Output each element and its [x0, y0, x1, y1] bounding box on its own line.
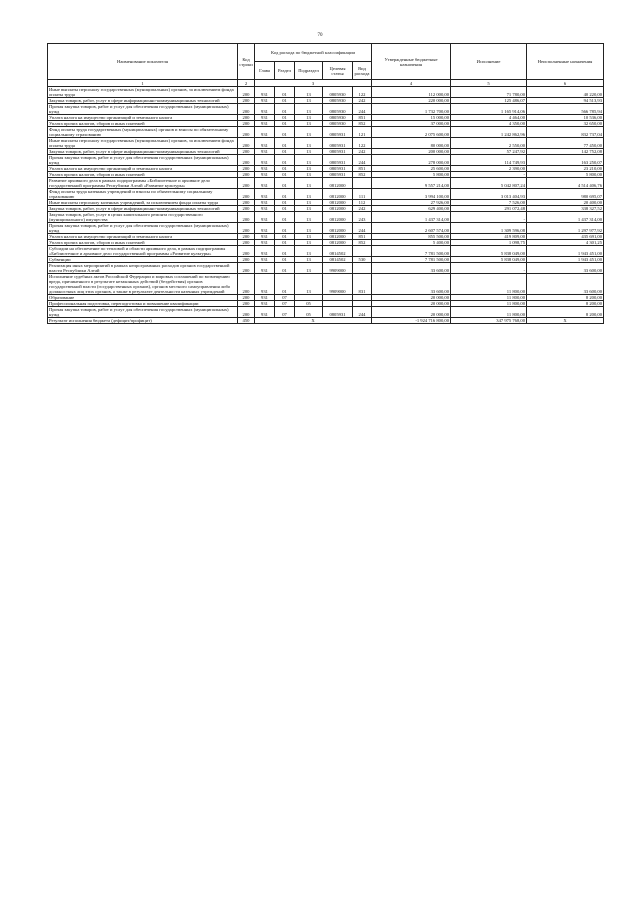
row-podrazdel: 13 — [295, 206, 323, 212]
result-approved: -1 924 716 800,00 — [372, 318, 451, 324]
row-target: 0812000 — [323, 206, 353, 212]
table-row — [48, 127, 604, 138]
row-podrazdel: 13 — [295, 149, 323, 155]
row-unexecuted: 32 650,00 — [527, 121, 604, 127]
row-exp-type: 242 — [353, 206, 372, 212]
row-exp-type — [353, 178, 372, 189]
row-name: Уплата прочих налогов, сборов и иных платежей — [48, 121, 238, 127]
row-name: Уплата прочих налогов, сборов и иных платежей — [48, 240, 238, 246]
row-glava: 931 — [255, 200, 275, 206]
row-target: 0805931 — [323, 127, 353, 138]
row-glava: 931 — [255, 121, 275, 127]
row-name: Субсидии на обеспечение по тепловой и области архивного дела, в рамках подпрограммы «Библиотечное и архивное дело государственной программы «Развитие культуры» — [48, 246, 238, 257]
row-target: 9909000 — [323, 274, 353, 295]
row-glava: 931 — [255, 263, 275, 274]
header-glava: Глава — [255, 62, 275, 80]
row-razdel: 01 — [275, 257, 295, 263]
row-approved: 25 600,00 — [372, 166, 451, 172]
row-executed: 1 165 914,06 — [451, 104, 527, 115]
row-unexecuted: 10 536,00 — [527, 115, 604, 121]
row-target: 0814502 — [323, 246, 353, 257]
column-number: 5 — [451, 80, 527, 87]
row-name: Закупка товаров, работ, услуг в сфере информационно-коммуникационных технологий — [48, 206, 238, 212]
row-target: 0812000 — [323, 234, 353, 240]
row-approved: 1 437 314,00 — [372, 212, 451, 223]
row-executed: 57 247,92 — [451, 149, 527, 155]
row-exp-type: 122 — [353, 87, 372, 98]
row-razdel: 01 — [275, 155, 295, 166]
row-razdel: 01 — [275, 166, 295, 172]
row-unexecuted: 8 200,00 — [527, 301, 604, 307]
row-target: 0805931 — [323, 155, 353, 166]
row-code: 200 — [238, 223, 255, 234]
row-code: 200 — [238, 178, 255, 189]
table-row — [48, 87, 604, 98]
row-target: 0805931 — [323, 149, 353, 155]
row-name: Реализация иных мероприятий в рамках непрограммных расходов органов государственной власти Республики Алтай — [48, 263, 238, 274]
header-line-code: Код строки — [238, 44, 255, 80]
row-executed: 125 486,07 — [451, 98, 527, 104]
row-exp-type: 851 — [353, 166, 372, 172]
row-target: 0812000 — [323, 178, 353, 189]
row-podrazdel: 13 — [295, 234, 323, 240]
row-executed: 5 838 049,00 — [451, 257, 527, 263]
row-glava: 931 — [255, 212, 275, 223]
row-podrazdel: 13 — [295, 189, 323, 200]
row-podrazdel: 13 — [295, 172, 323, 178]
row-target: 0805931 — [323, 307, 353, 318]
result-executed: 347 975 768,00 — [451, 318, 527, 324]
row-name: Образование — [48, 295, 238, 301]
column-number: 2 — [238, 80, 255, 87]
column-number: 3 — [255, 80, 372, 87]
row-unexecuted: 23 210,00 — [527, 166, 604, 172]
row-glava: 931 — [255, 178, 275, 189]
row-code: 200 — [238, 246, 255, 257]
row-razdel: 01 — [275, 234, 295, 240]
header-executed: Исполнение — [451, 44, 527, 80]
row-target: 0812000 — [323, 189, 353, 200]
row-glava: 931 — [255, 234, 275, 240]
row-approved: 33 600,00 — [372, 263, 451, 274]
row-exp-type: 831 — [353, 274, 372, 295]
result-code: 450 — [238, 318, 255, 324]
row-razdel: 01 — [275, 223, 295, 234]
row-exp-type: 852 — [353, 240, 372, 246]
row-podrazdel: 13 — [295, 104, 323, 115]
row-executed: - — [451, 263, 527, 274]
row-exp-type — [353, 263, 372, 274]
row-approved: 1 732 700,00 — [372, 104, 451, 115]
budget-execution-table — [47, 43, 604, 324]
row-code: 200 — [238, 212, 255, 223]
row-exp-type: 851 — [353, 234, 372, 240]
row-exp-type: 851 — [353, 115, 372, 121]
row-glava: 931 — [255, 166, 275, 172]
row-approved: 15 000,00 — [372, 115, 451, 121]
row-podrazdel: 13 — [295, 257, 323, 263]
row-name: Прочая закупка товаров, работ и услуг для обеспечения государственных (муниципальных) нужд — [48, 155, 238, 166]
row-code: 200 — [238, 301, 255, 307]
row-glava: 931 — [255, 307, 275, 318]
row-razdel: 07 — [275, 301, 295, 307]
row-glava: 931 — [255, 172, 275, 178]
row-unexecuted: 435 691,00 — [527, 234, 604, 240]
row-name: Уплата налога на имущество организаций и земельного налога — [48, 166, 238, 172]
row-approved: 9 557 214,00 — [372, 178, 451, 189]
row-podrazdel: 13 — [295, 263, 323, 274]
row-unexecuted: 33 600,00 — [527, 274, 604, 295]
row-code: 200 — [238, 274, 255, 295]
row-glava: 931 — [255, 257, 275, 263]
row-code: 200 — [238, 149, 255, 155]
row-exp-type: 852 — [353, 121, 372, 127]
row-razdel: 01 — [275, 263, 295, 274]
row-code: 200 — [238, 98, 255, 104]
row-unexecuted: 1 437 314,00 — [527, 212, 604, 223]
row-approved: 200 000,00 — [372, 149, 451, 155]
header-name: Наименование показателя — [48, 44, 238, 80]
row-podrazdel: 13 — [295, 246, 323, 257]
table-row — [48, 104, 604, 115]
header-unexecuted: Неисполненные назначения — [527, 44, 604, 80]
row-target: 0814502 — [323, 257, 353, 263]
row-approved: 5 800,00 — [372, 172, 451, 178]
table-body — [48, 87, 604, 318]
header-podrazdel: Подраздел — [295, 62, 323, 80]
row-approved: 7 781 500,00 — [372, 257, 451, 263]
table-row — [48, 263, 604, 274]
row-approved: 220 000,00 — [372, 98, 451, 104]
table-header — [48, 44, 604, 87]
row-unexecuted: 566 785,94 — [527, 104, 604, 115]
row-target: 0812000 — [323, 200, 353, 206]
row-unexecuted: 163 250,07 — [527, 155, 604, 166]
row-name: Закупка товаров, работ, услуг в целях капитального ремонта государственного (муниципального) имущества — [48, 212, 238, 223]
header-target: Целевая статья — [323, 62, 353, 80]
row-executed: 11 800,00 — [451, 295, 527, 301]
table-row — [48, 307, 604, 318]
row-executed: 419 809,00 — [451, 234, 527, 240]
column-number-row — [48, 80, 604, 87]
row-name: Иные выплаты персоналу государственных (муниципальных) органов, за исключением фонда оплаты труда — [48, 138, 238, 149]
row-name: Иные выплаты персоналу казенных учреждений, за исключением фонда оплаты труда — [48, 200, 238, 206]
row-approved: 2 607 574,00 — [372, 223, 451, 234]
row-target: 0805930 — [323, 104, 353, 115]
row-razdel: 07 — [275, 307, 295, 318]
row-name: Фонд оплаты труда государственных (муниципальных) органов и взносы по обязательному социальному страхованию — [48, 127, 238, 138]
row-code: 200 — [238, 166, 255, 172]
row-code: 200 — [238, 121, 255, 127]
row-unexecuted: 832 737,04 — [527, 127, 604, 138]
row-unexecuted: 8 200,00 — [527, 307, 604, 318]
row-razdel: 01 — [275, 115, 295, 121]
result-row — [48, 318, 604, 324]
row-code: 200 — [238, 189, 255, 200]
row-exp-type: 244 — [353, 104, 372, 115]
row-name: Закупка товаров, работ, услуг в сфере информационно-коммуникационных технологий — [48, 149, 238, 155]
row-razdel: 01 — [275, 87, 295, 98]
header-razdel: Раздел — [275, 62, 295, 80]
row-code: 200 — [238, 263, 255, 274]
row-podrazdel: 05 — [295, 307, 323, 318]
row-podrazdel: 13 — [295, 200, 323, 206]
row-podrazdel: 13 — [295, 138, 323, 149]
row-razdel: 01 — [275, 189, 295, 200]
header-classification: Код расхода по бюджетной классификации — [255, 44, 372, 62]
row-name: Субвенции — [48, 257, 238, 263]
row-name: Фонд оплаты труда казенных учреждений и взносы по обязательному социальному страхованию — [48, 189, 238, 200]
row-podrazdel: 05 — [295, 301, 323, 307]
row-exp-type: 244 — [353, 307, 372, 318]
row-podrazdel: 13 — [295, 155, 323, 166]
row-podrazdel: 13 — [295, 223, 323, 234]
row-razdel: 01 — [275, 212, 295, 223]
row-exp-type: 852 — [353, 172, 372, 178]
row-glava: 931 — [255, 223, 275, 234]
row-unexecuted: 8 200,00 — [527, 295, 604, 301]
row-target: 0812000 — [323, 240, 353, 246]
row-approved: 37 000,00 — [372, 121, 451, 127]
row-unexecuted: 94 513,93 — [527, 98, 604, 104]
table-row — [48, 178, 604, 189]
row-code: 200 — [238, 115, 255, 121]
row-glava: 931 — [255, 98, 275, 104]
row-executed: 1 098,75 — [451, 240, 527, 246]
column-number: 6 — [527, 80, 604, 87]
row-executed: - — [451, 172, 527, 178]
row-unexecuted: 338 327,52 — [527, 206, 604, 212]
row-glava: 931 — [255, 115, 275, 121]
column-number: 4 — [372, 80, 451, 87]
row-podrazdel: 13 — [295, 178, 323, 189]
row-glava: 931 — [255, 301, 275, 307]
row-approved: 20 000,00 — [372, 307, 451, 318]
row-approved: 112 000,00 — [372, 87, 451, 98]
row-razdel: 01 — [275, 274, 295, 295]
table-row — [48, 212, 604, 223]
column-number: 1 — [48, 80, 238, 87]
table-row — [48, 138, 604, 149]
row-podrazdel: 13 — [295, 115, 323, 121]
row-name: Закупка товаров, работ, услуг в сфере информационно-коммуникационных технологий — [48, 98, 238, 104]
row-target: 0812000 — [323, 212, 353, 223]
row-razdel: 01 — [275, 127, 295, 138]
row-code: 200 — [238, 295, 255, 301]
row-target: 0805930 — [323, 115, 353, 121]
row-name: Прочая закупка товаров, работ и услуг для обеспечения государственных (муниципальных) нужд — [48, 104, 238, 115]
row-glava: 931 — [255, 149, 275, 155]
row-name: Прочая закупка товаров, работ и услуг для обеспечения государственных (муниципальных) нужд — [48, 223, 238, 234]
table-row — [48, 155, 604, 166]
table-row — [48, 246, 604, 257]
row-exp-type: 243 — [353, 212, 372, 223]
row-podrazdel: 13 — [295, 274, 323, 295]
table-row — [48, 189, 604, 200]
header-exp-type: Вид расхода — [353, 62, 372, 80]
row-podrazdel: 13 — [295, 98, 323, 104]
row-executed: 11 800,00 — [451, 307, 527, 318]
row-exp-type: 530 — [353, 257, 372, 263]
row-razdel: 01 — [275, 200, 295, 206]
row-glava: 931 — [255, 138, 275, 149]
row-approved: 20 000,00 — [372, 295, 451, 301]
row-executed: 3 013 404,93 — [451, 189, 527, 200]
row-unexecuted: 4 514 406,76 — [527, 178, 604, 189]
row-code: 200 — [238, 206, 255, 212]
row-approved: 3 994 100,00 — [372, 189, 451, 200]
row-approved: 33 600,00 — [372, 274, 451, 295]
row-executed: 11 800,00 — [451, 274, 527, 295]
row-target: 0812000 — [323, 223, 353, 234]
row-razdel: 01 — [275, 98, 295, 104]
row-target: 0805930 — [323, 121, 353, 127]
row-exp-type: 121 — [353, 127, 372, 138]
table-row — [48, 223, 604, 234]
row-unexecuted: 40 220,00 — [527, 87, 604, 98]
row-unexecuted: 20 400,00 — [527, 200, 604, 206]
row-podrazdel: 13 — [295, 240, 323, 246]
row-unexecuted: 1 943 451,00 — [527, 246, 604, 257]
row-executed: 2 390,00 — [451, 166, 527, 172]
row-name: Уплата прочих налогов, сборов и иных платежей — [48, 172, 238, 178]
row-razdel: 01 — [275, 246, 295, 257]
row-exp-type: 112 — [353, 200, 372, 206]
row-unexecuted: 33 600,00 — [527, 263, 604, 274]
row-unexecuted: 980 695,07 — [527, 189, 604, 200]
row-unexecuted: 142 752,08 — [527, 149, 604, 155]
row-name: Прочая закупка товаров, работ и услуг для обеспечения государственных (муниципальных) нужд — [48, 307, 238, 318]
row-executed: 291 072,48 — [451, 206, 527, 212]
row-code: 200 — [238, 200, 255, 206]
row-executed: - — [451, 212, 527, 223]
row-target: 0805931 — [323, 166, 353, 172]
result-classification: X — [255, 318, 372, 324]
row-glava: 931 — [255, 240, 275, 246]
row-glava: 931 — [255, 189, 275, 200]
row-glava: 931 — [255, 155, 275, 166]
row-podrazdel: 13 — [295, 127, 323, 138]
row-executed: 114 749,93 — [451, 155, 527, 166]
row-code: 200 — [238, 104, 255, 115]
row-code: 200 — [238, 155, 255, 166]
row-approved: 2 075 600,00 — [372, 127, 451, 138]
row-glava: 931 — [255, 206, 275, 212]
row-approved: 278 000,00 — [372, 155, 451, 166]
row-name: Иные выплаты персоналу государственных (муниципальных) органов, за исключением фонда оплаты труда — [48, 87, 238, 98]
row-exp-type: 242 — [353, 149, 372, 155]
row-razdel: 01 — [275, 121, 295, 127]
row-glava: 931 — [255, 295, 275, 301]
row-glava: 931 — [255, 127, 275, 138]
row-target: 0805931 — [323, 138, 353, 149]
row-approved: 80 000,00 — [372, 138, 451, 149]
row-approved: 20 000,00 — [372, 301, 451, 307]
row-executed: 11 800,00 — [451, 301, 527, 307]
row-name: Развитие архивного дела в рамках подпрограммы «Библиотечное и архивное дело государственной программы Республики Алтай «Развитие культуры» — [48, 178, 238, 189]
row-podrazdel: 13 — [295, 212, 323, 223]
row-podrazdel: 13 — [295, 121, 323, 127]
row-executed: 5 042 807,24 — [451, 178, 527, 189]
row-target: 9909000 — [323, 263, 353, 274]
row-razdel: 01 — [275, 104, 295, 115]
row-unexecuted: 5 800,00 — [527, 172, 604, 178]
row-glava: 931 — [255, 274, 275, 295]
row-unexecuted: 4 301,25 — [527, 240, 604, 246]
row-razdel: 01 — [275, 240, 295, 246]
row-razdel: 01 — [275, 206, 295, 212]
row-executed: 4 464,00 — [451, 115, 527, 121]
row-glava: 931 — [255, 87, 275, 98]
row-name: Уплата налога на имущество организаций и земельного налога — [48, 115, 238, 121]
row-glava: 931 — [255, 104, 275, 115]
row-glava: 931 — [255, 246, 275, 257]
row-target: 0805931 — [323, 172, 353, 178]
row-code: 200 — [238, 127, 255, 138]
row-unexecuted: 1 943 451,00 — [527, 257, 604, 263]
row-razdel: 01 — [275, 149, 295, 155]
row-code: 200 — [238, 307, 255, 318]
row-exp-type: 122 — [353, 138, 372, 149]
row-executed: 71 780,00 — [451, 87, 527, 98]
row-executed: 1 309 596,08 — [451, 223, 527, 234]
row-executed: 7 526,00 — [451, 200, 527, 206]
row-code: 200 — [238, 257, 255, 263]
header-approved: Утвержденные бюджетные назначения — [372, 44, 451, 80]
row-code: 200 — [238, 234, 255, 240]
page-number: 70 — [317, 33, 323, 38]
row-executed: 5 838 049,00 — [451, 246, 527, 257]
row-razdel: 07 — [275, 295, 295, 301]
row-target: 0805930 — [323, 98, 353, 104]
row-podrazdel: 13 — [295, 166, 323, 172]
row-exp-type: 244 — [353, 223, 372, 234]
row-exp-type: 242 — [353, 98, 372, 104]
row-approved: 855 500,00 — [372, 234, 451, 240]
row-code: 200 — [238, 172, 255, 178]
row-unexecuted: 1 297 977,92 — [527, 223, 604, 234]
row-razdel: 01 — [275, 178, 295, 189]
row-name: Профессиональная подготовка, переподготовка и повышение квалификации — [48, 301, 238, 307]
row-executed: 4 350,00 — [451, 121, 527, 127]
row-exp-type: 244 — [353, 155, 372, 166]
row-razdel: 01 — [275, 138, 295, 149]
row-code: 200 — [238, 87, 255, 98]
row-executed: 2 550,00 — [451, 138, 527, 149]
row-approved: 629 400,00 — [372, 206, 451, 212]
row-approved: 27 926,00 — [372, 200, 451, 206]
row-target: 0805930 — [323, 87, 353, 98]
row-approved: 5 400,00 — [372, 240, 451, 246]
row-name: Уплата налога на имущество организаций и земельного налога — [48, 234, 238, 240]
result-unexecuted: X — [527, 318, 604, 324]
result-name: Результат исполнения бюджета (дефицит/профицит) — [48, 318, 238, 324]
table-row — [48, 274, 604, 295]
row-code: 200 — [238, 240, 255, 246]
row-podrazdel: 13 — [295, 87, 323, 98]
row-exp-type: 111 — [353, 189, 372, 200]
row-razdel: 01 — [275, 172, 295, 178]
row-code: 200 — [238, 138, 255, 149]
row-approved: 7 781 500,00 — [372, 246, 451, 257]
row-name: Исполнение судебных актов Российской Федерации и мировых соглашений по возмещению вреда, причиненного в результате незаконных действий (бездействия) органов государственной власти (государственных органов), органов местного самоуправления либо должностных лиц этих органов, а также в результате деятельности казенных учреждений — [48, 274, 238, 295]
row-exp-type — [353, 246, 372, 257]
row-executed: 1 242 862,96 — [451, 127, 527, 138]
row-unexecuted: 77 450,00 — [527, 138, 604, 149]
